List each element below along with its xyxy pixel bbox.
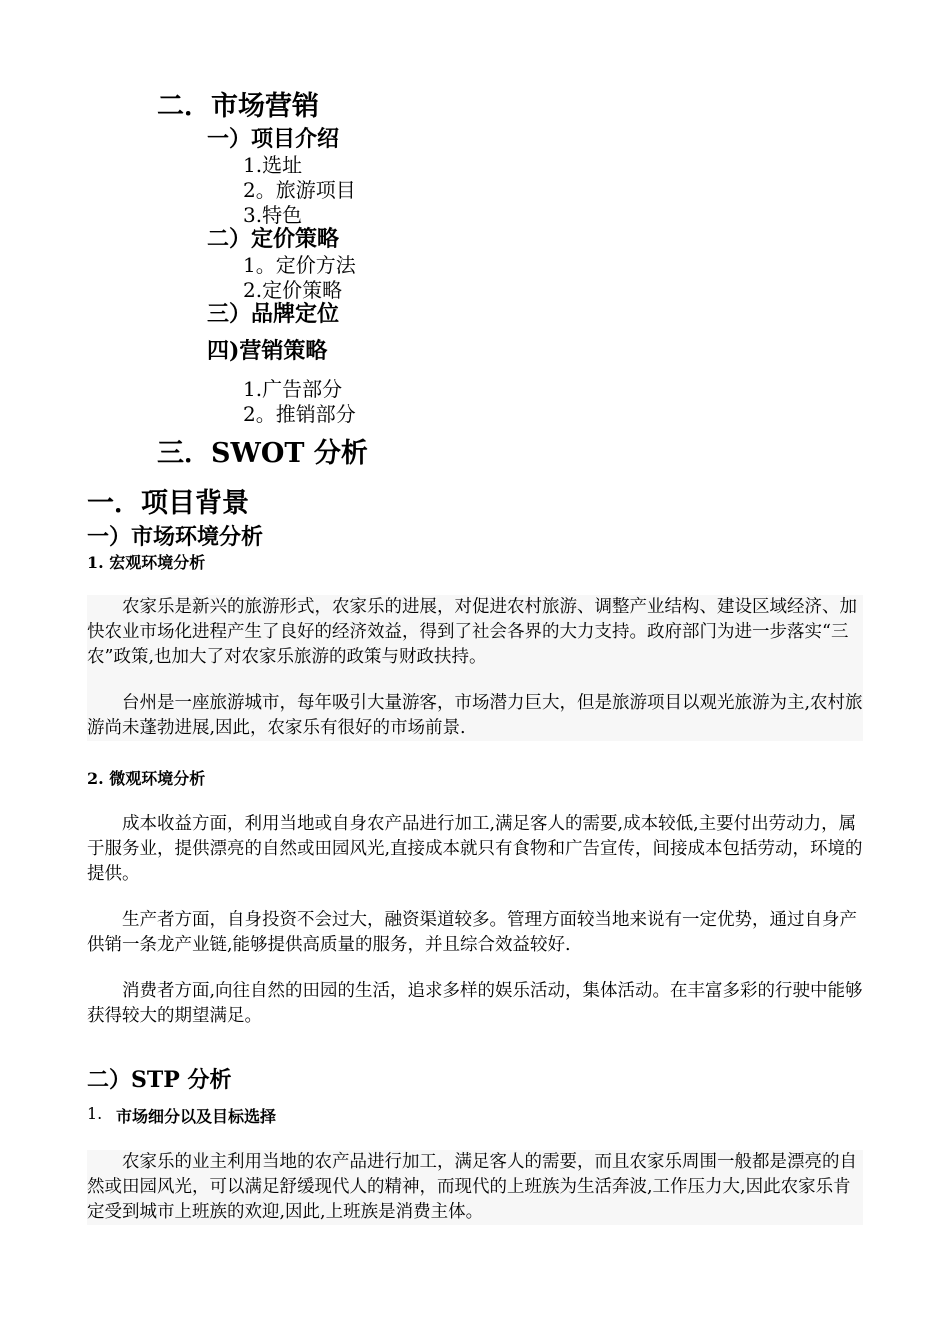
toc-section-pricing: 二）定价策略: [207, 226, 340, 252]
paragraph: 农家乐的业主利用当地的农产品进行加工，满足客人的需要，而且农家乐周围一般都是漂亮的自然或田园风光，可以满足舒缓现代人的精神，而现代的上班族为生活奔波,工作压力大,因此农家乐肯定受到城市上班族的欢迎,因此,上班族是消费主体。: [87, 1152, 857, 1222]
chapter-heading: 一．项目背景: [87, 488, 249, 519]
toc-item: 2。推销部分: [243, 402, 356, 426]
subsection-number: 1.: [87, 1104, 103, 1123]
toc-item: 1.广告部分: [243, 377, 343, 401]
toc-item: 2。旅游项目: [243, 178, 356, 202]
toc-section-brand: 三）品牌定位: [207, 301, 340, 327]
subsection-heading: 1. 宏观环境分析: [87, 553, 206, 572]
paragraph: 消费者方面,向往自然的田园的生活，追求多样的娱乐活动，集体活动。在丰富多彩的行驶中能够获得较大的期望满足。: [87, 981, 863, 1026]
toc-item: 3.特色: [243, 203, 303, 227]
toc-item: 2.定价策略: [243, 278, 343, 302]
stp-paragraph-block: [87, 1150, 863, 1225]
toc-item: 1.选址: [243, 153, 303, 177]
toc-section-marketing: 四)营销策略: [207, 338, 328, 364]
paragraph: 成本收益方面，利用当地或自身农产品进行加工,满足客人的需要,成本较低,主要付出劳动力，属于服务业，提供漂亮的自然或田园风光,直接成本就只有食物和广告宣传，间接成本包括劳动，环境的提供。: [87, 814, 863, 884]
paragraph: 农家乐是新兴的旅游形式，农家乐的进展，对促进农村旅游、调整产业结构、建设区域经济、加快农业市场化进程产生了良好的经济效益，得到了社会各界的大力支持。政府部门为进一步落实“三农”政策,也加大了对农家乐旅游的政策与财政扶持。: [87, 597, 857, 667]
paragraph: 生产者方面，自身投资不会过大，融资渠道较多。管理方面较当地来说有一定优势，通过自身产供销一条龙产业链,能够提供高质量的服务，并且综合效益较好.: [87, 910, 857, 955]
subsection-heading: 市场细分以及目标选择: [116, 1107, 277, 1126]
macro-paragraph-block: [87, 595, 863, 741]
section-heading: 一）市场环境分析: [87, 524, 264, 550]
toc-chapter-3: 三．SWOT 分析: [157, 438, 368, 469]
section-heading: 二）STP 分析: [87, 1067, 232, 1093]
micro-paragraph-block: [87, 812, 863, 1029]
paragraph: 台州是一座旅游城市，每年吸引大量游客，市场潜力巨大，但是旅游项目以观光旅游为主,农村旅游尚未蓬勃进展,因此，农家乐有很好的市场前景.: [87, 693, 863, 738]
toc-item: 1。定价方法: [243, 253, 356, 277]
toc-chapter-2: 二．市场营销: [157, 91, 319, 122]
subsection-heading: 2. 微观环境分析: [87, 769, 206, 788]
toc-section-intro: 一）项目介绍: [207, 126, 340, 152]
